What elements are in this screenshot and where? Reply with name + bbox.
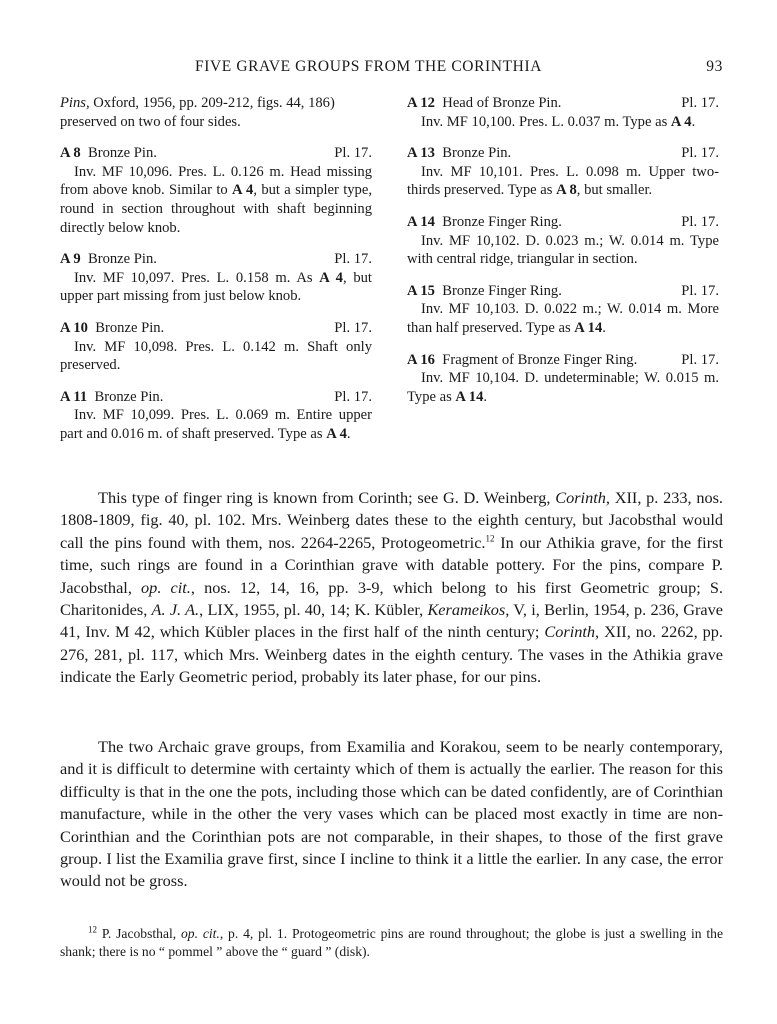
desc-text-2: , but smaller. (576, 182, 653, 199)
desc-text: Inv. MF 10,100. Pres. L. 0.037 m. Type as (421, 113, 671, 130)
plate-ref: Pl. 17. (681, 282, 719, 299)
entry-heading (407, 213, 719, 232)
desc-text-2: . (602, 319, 606, 336)
footnote (60, 925, 723, 960)
plate-ref: Pl. 17. (334, 388, 372, 405)
entry-title: Bronze Pin. (95, 319, 165, 336)
catalog-entry (60, 250, 372, 306)
entry-title: Bronze Pin. (87, 251, 157, 268)
desc-text: Inv. MF 10,103. D. 0.022 m.; W. 0.014 m. More than half preserved. Type as (407, 301, 719, 336)
plate-ref: Pl. 17. (681, 351, 719, 368)
footnote-marker[interactable]: 12 (485, 533, 495, 544)
entry-title: Fragment of Bronze Finger Ring. (442, 351, 638, 368)
cross-ref: A 4 (319, 269, 343, 286)
catalog-entry (407, 282, 719, 338)
entry-heading (407, 94, 719, 113)
italic-citation: op. cit. (141, 577, 191, 597)
entry-description (407, 300, 719, 337)
cross-ref: A 8 (556, 182, 577, 199)
entry-id: A 11 (60, 388, 88, 405)
body-paragraph-2 (60, 736, 723, 893)
desc-text-2: . (691, 113, 696, 130)
italic-citation: Kerameikos, (427, 600, 510, 620)
footnote-number: 12 (88, 924, 97, 935)
entry-description (60, 163, 372, 237)
desc-text: Inv. MF 10,104. D. undeterminable; W. 0.015 m. Type as (407, 370, 719, 405)
entry-heading (60, 388, 372, 407)
entry-id: A 14 (407, 213, 435, 230)
desc-text: Inv. MF 10,099. Pres. L. 0.069 m. Entire upper part and 0.016 m. of shaft preserved. Type as (60, 407, 372, 442)
text-run: XII, no. 2262, pp. 276, 281, pl. 117, which Mrs. Weinberg dates in the eighth century. The vases in the Athikia grave indicate the Early Geometric period, probably its later phase, for our pins. (60, 622, 723, 687)
catalog-column-left (60, 94, 372, 457)
desc-text-2: , but upper part missing from just below knob. (60, 269, 372, 305)
italic-citation: Corinth, (544, 622, 600, 642)
desc-text: Inv. MF 10,102. D. 0.023 m.; W. 0.014 m. Type with central ridge, triangular in section. (407, 232, 719, 268)
continuation-text: Oxford, 1956, pp. 209-212, figs. 44, 186) preserved on two of four sides. (60, 95, 335, 130)
text-run: , nos. 12, 14, 16, pp. 3-9, which belong to his first Geometric group; S. Charitonides, (60, 577, 723, 620)
running-header (60, 58, 723, 80)
cross-ref: A 14 (574, 319, 603, 336)
cross-ref: A 4 (670, 113, 692, 130)
catalog-continuation (60, 94, 372, 131)
entry-description (60, 338, 372, 375)
paragraph-text: The two Archaic grave groups, from Examilia and Korakou, seem to be nearly contemporary, and it is difficult to determine with certainty which of them is actually the earlier. The reason for this difficulty is that in the one the pots, including those which can be dated confidently, are of Corinthian manufacture, while in the other the very vases which can be placed most exactly in time are non-Corinthian and the Corinthian pots are not comparable, in their shapes, to those of the first grave group. I list the Examilia grave first, since I incline to think it a little the earlier. In any case, the error would not be gross. (60, 737, 723, 891)
cross-ref: A 4 (326, 425, 347, 442)
italic-citation: op. cit. (180, 926, 220, 941)
entry-id: A 12 (407, 95, 435, 111)
plate-ref: Pl. 17. (334, 145, 372, 162)
cross-ref: A 4 (232, 182, 254, 199)
catalog-entry (60, 144, 372, 237)
entry-id: A 8 (60, 145, 81, 162)
entry-title: Bronze Pin. (442, 145, 512, 162)
entry-description (407, 163, 719, 200)
entry-heading (60, 250, 372, 269)
entry-description (60, 269, 372, 306)
desc-text-2: , but a simpler type, round in section throughout with shaft beginning directly below knob. (60, 182, 372, 236)
entry-title: Bronze Pin. (94, 388, 164, 405)
entry-description (407, 113, 719, 132)
plate-ref: Pl. 17. (681, 213, 719, 230)
catalog-entry (407, 94, 719, 131)
text-run: V, i, Berlin, 1954, p. 236, Grave 41, Inv. M 42, which Kübler places in the first half of the ninth century; (60, 600, 724, 642)
plate-ref: Pl. 17. (334, 319, 372, 336)
entry-title: Head of Bronze Pin. (442, 95, 562, 111)
desc-text-2: . (346, 425, 351, 442)
catalog-entry (407, 144, 719, 200)
entry-heading (60, 319, 372, 338)
text-run: In our Athikia grave, for the first time, such rings are found in a Corinthian grave with datable pottery. For the pins, compare P. Jacobsthal, (60, 532, 723, 597)
entry-title: Bronze Pin. (87, 145, 157, 162)
desc-text: Inv. MF 10,098. Pres. L. 0.142 m. Shaft only preserved. (60, 338, 372, 374)
catalog-entry (407, 351, 719, 407)
entry-id: A 9 (60, 251, 81, 268)
entry-heading (60, 144, 372, 163)
text-run: XII, p. 233, nos. 1808-1809, fig. 40, pl. 102. Mrs. Weinberg dates these to the eighth century, but Jacobsthal would call the pins found with them, nos. 2264-2265, Protogeometric. (60, 488, 724, 552)
page-number: 93 (706, 58, 723, 75)
catalog-entry (407, 213, 719, 269)
entry-heading (407, 351, 719, 370)
entry-id: A 13 (407, 145, 435, 162)
italic-citation: A. J. A. (151, 600, 200, 620)
text-run: This type of finger ring is known from Corinth; see G. D. Weinberg, (98, 488, 556, 507)
catalog-entry (60, 388, 372, 444)
text-run: P. Jacobsthal, (97, 926, 181, 941)
text-run: , p. 4, pl. 1. Protogeometric pins are round throughout; the globe is just a swelling in the shank; there is no “ pommel ” above the “ guard ” (disk). (60, 926, 723, 959)
catalog-column-right (407, 94, 719, 419)
continuation-italic: Pins, (60, 95, 90, 111)
desc-text: Inv. MF 10,101. Pres. L. 0.098 m. Upper two-thirds preserved. Type as (407, 163, 719, 199)
body-paragraph-1 (60, 487, 723, 689)
plate-ref: Pl. 17. (681, 95, 719, 111)
desc-text: Inv. MF 10,096. Pres. L. 0.126 m. Head missing from above knob. Similar to (60, 163, 372, 199)
text-run: , LIX, 1955, pl. 40, 14; K. Kübler, (199, 600, 428, 620)
catalog-entry (60, 319, 372, 375)
entry-title: Bronze Finger Ring. (442, 282, 562, 299)
entry-description (60, 406, 372, 443)
entry-heading (407, 144, 719, 163)
entry-id: A 16 (407, 351, 435, 368)
entry-description (407, 232, 719, 269)
entry-heading (407, 282, 719, 301)
plate-ref: Pl. 17. (681, 145, 719, 162)
italic-citation: Corinth, (555, 488, 610, 507)
plate-ref: Pl. 17. (334, 251, 372, 268)
entry-id: A 15 (407, 282, 435, 299)
entry-id: A 10 (60, 319, 88, 336)
running-title: FIVE GRAVE GROUPS FROM THE CORINTHIA (195, 58, 542, 75)
desc-text: Inv. MF 10,097. Pres. L. 0.158 m. As (74, 269, 320, 286)
entry-title: Bronze Finger Ring. (442, 213, 562, 230)
cross-ref: A 14 (455, 388, 484, 405)
entry-description (407, 369, 719, 406)
desc-text-2: . (483, 388, 488, 405)
